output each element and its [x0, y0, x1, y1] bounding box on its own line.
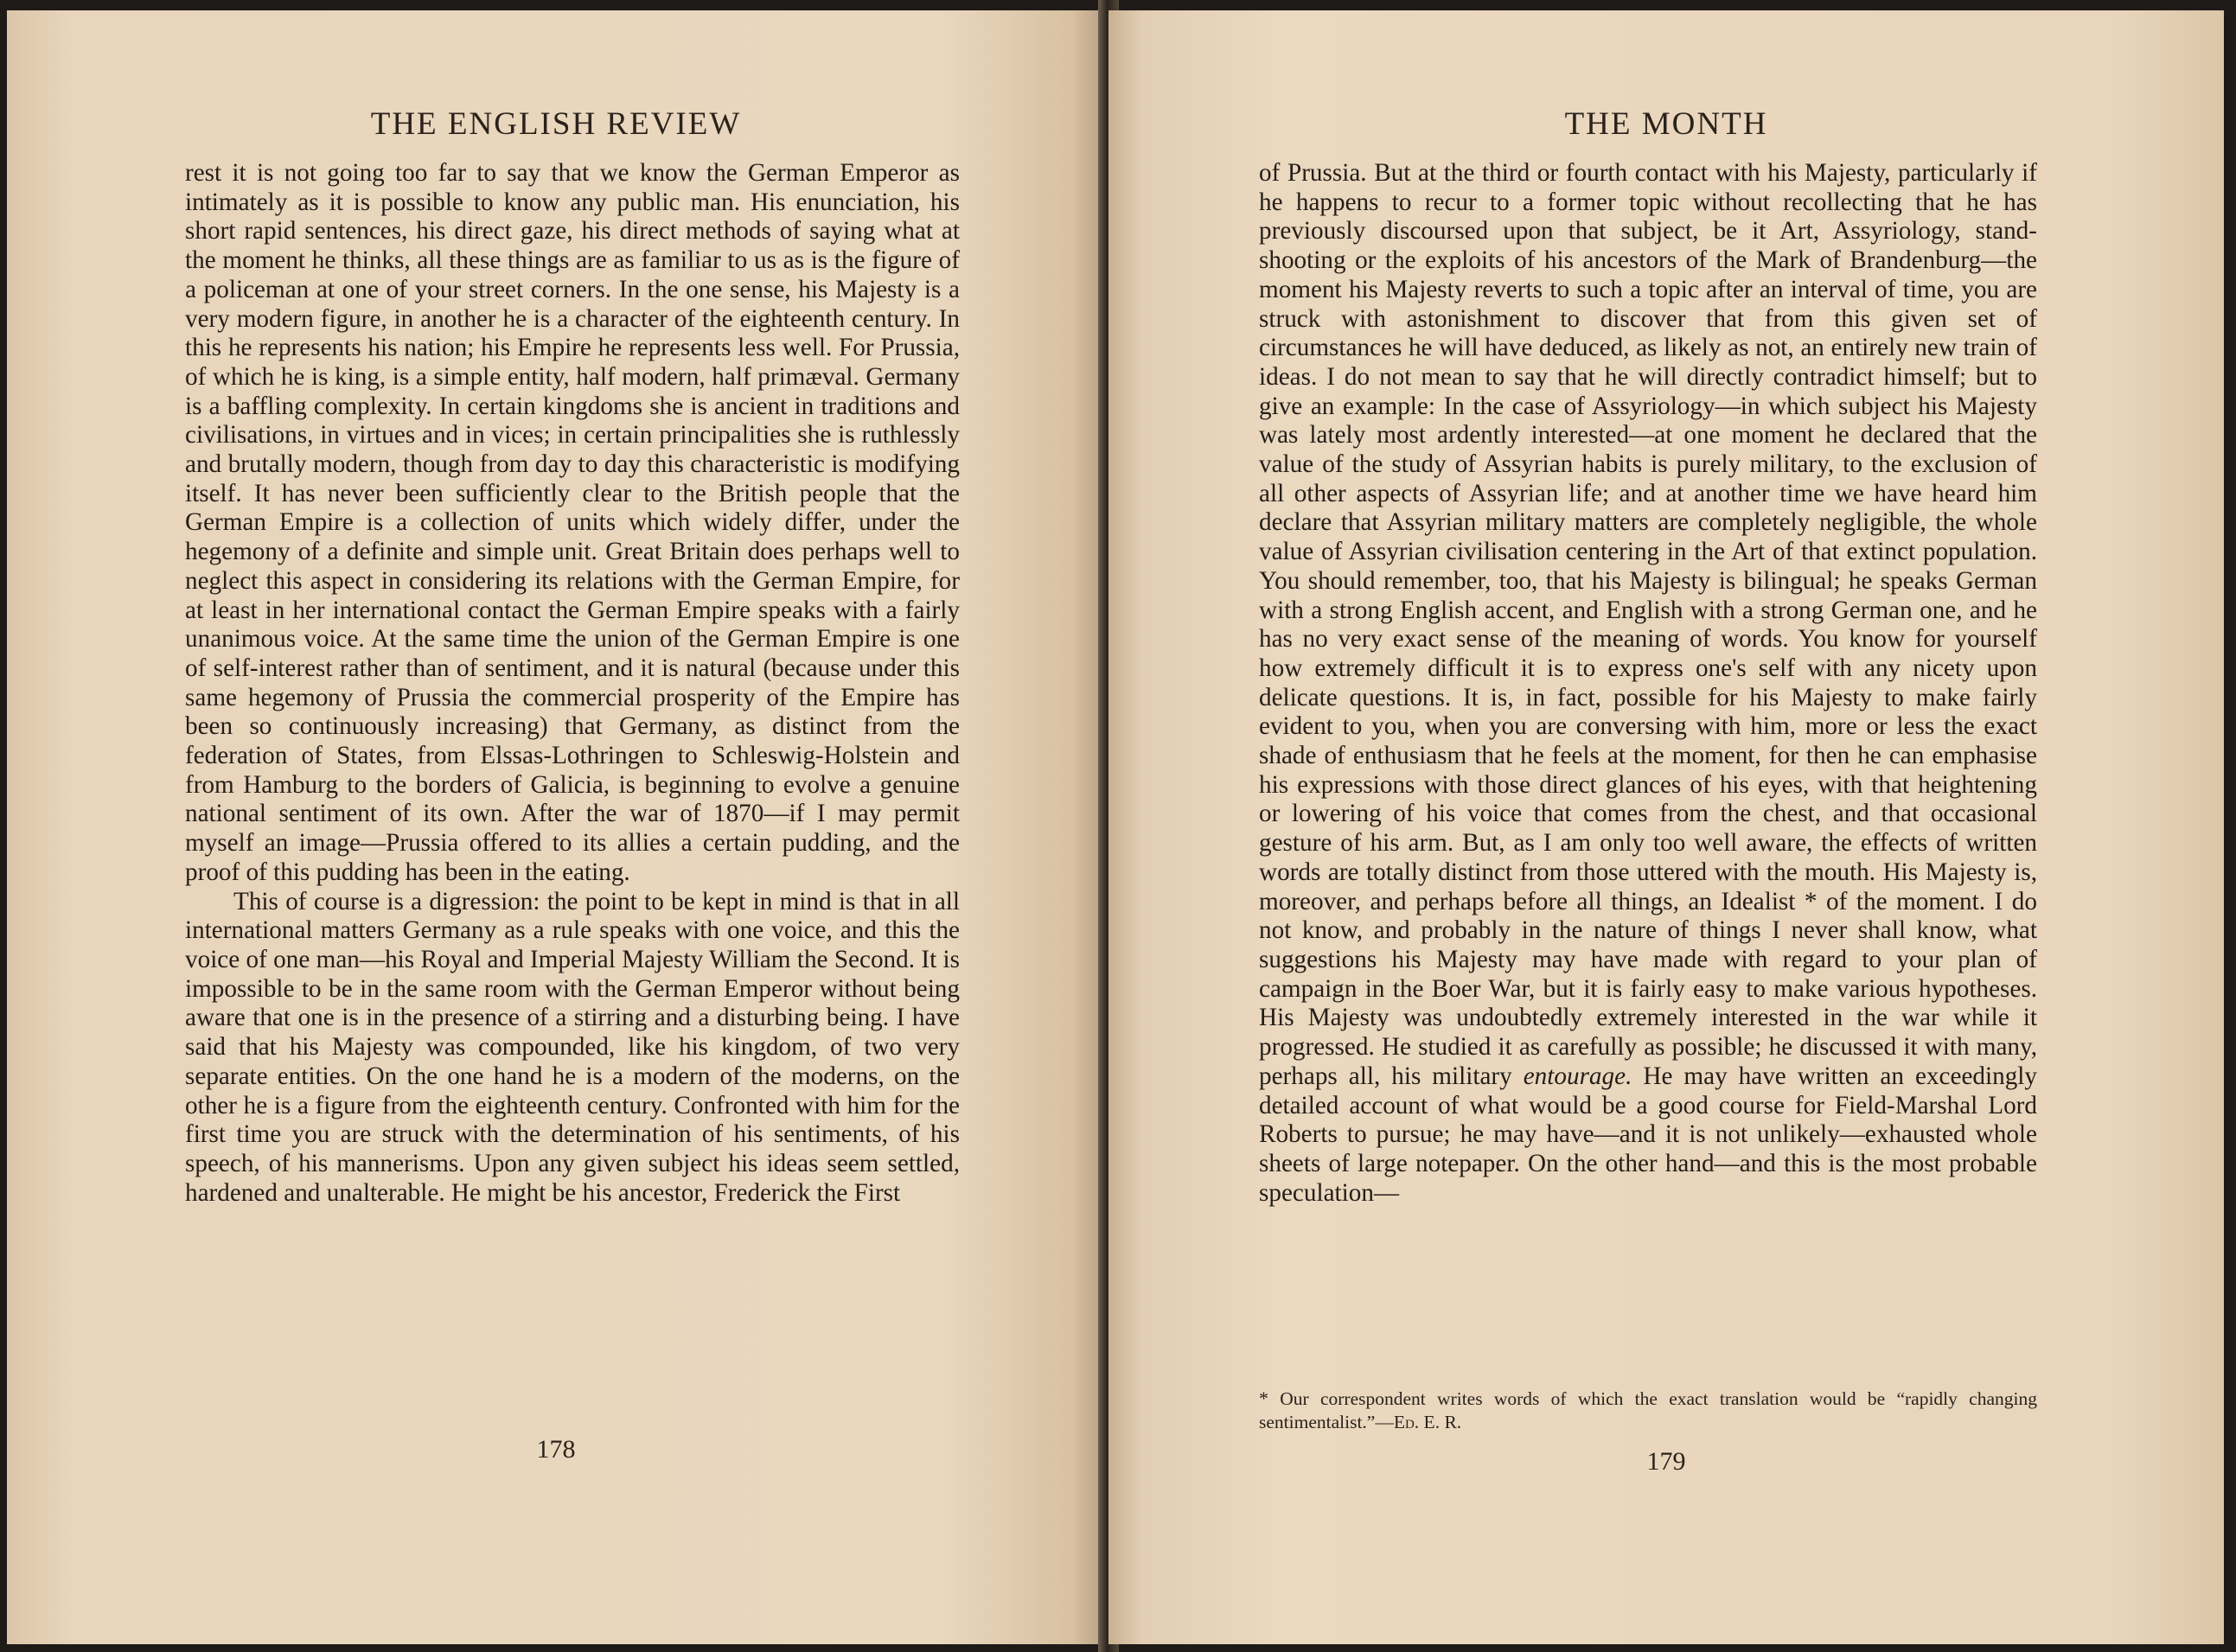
page-number: 179	[1646, 1447, 1686, 1476]
paragraph	[1259, 159, 2037, 1208]
italic-word: entourage.	[1523, 1062, 1632, 1090]
paragraph: This of course is a digression: the point to be kept in mind is that in all international matters Germany as a rule speaks with one voice, and this the voice of one man—his Royal and Imperial Majesty William the Second. It is impossible to be in the same room with the German Emperor without being aware that one is in the presence of a stirring and a disturbing being. I have said that his Majesty was compounded, like his kingdom, of two very separate entities. On the one hand he is a modern of the moderns, on the other he is a figure from the eighteenth century. Confronted with him for the first time you are struck with the determination of his sentiments, of his speech, of his mannerisms. Upon any given subject his ideas seem settled, hardened and unalterable. He might be his ancestor, Frederick the First	[185, 887, 960, 1207]
footnote-text: Our correspondent writes words of which the exact translation would be “rapidly changing sentimentalist.”—	[1259, 1388, 2037, 1432]
footnote	[1259, 1387, 2037, 1434]
running-head: THE MONTH	[1564, 106, 1768, 142]
footnote-attribution: Ed. E. R.	[1393, 1412, 1462, 1432]
footnote-marker: *	[1259, 1387, 1268, 1409]
body-text	[1259, 159, 2037, 1208]
left-page	[7, 10, 1105, 1644]
paragraph-text: He may have written an exceedingly detailed account of what would be a good course for Field-Marshal Lord Roberts to pursue; he may have—and it is not unlikely—exhausted whole sheets of large notepaper. On the other hand—and this is the most probable speculation—	[1259, 1062, 2037, 1207]
paragraph: rest it is not going too far to say that we know the German Emperor as intimately as it is possible to know any public man. His enunciation, his short rapid sentences, his direct gaze, his direct methods of saying what at the moment he thinks, all these things are as familiar to us as is the figure of a policeman at one of your street corners. In the one sense, his Majesty is a very modern figure, in another he is a character of the eighteenth century. In this he represents his nation; his Empire he represents less well. For Prussia, of which he is king, is a simple entity, half modern, half primæval. Germany is a baffling complexity. In certain kingdoms she is ancient in traditions and civilisations, in virtues and in vices; in certain principalities she is ruthlessly and brutally modern, though from day to day this characteristic is modifying itself. It has never been sufficiently clear to the British people that the German Empire is a collection of units which widely differ, under the hegemony of a definite and simple unit. Great Britain does perhaps well to neglect this aspect in considering its relations with the German Empire, for at least in her international contact the German Empire speaks with a fairly unanimous voice. At the same time the union of the German Empire is one of self-interest rather than of sentiment, and it is natural (because under this same hegemony of Prussia the commercial prosperity of the Empire has been so continuously increasing) that Germany, as distinct from the federation of States, from Elssas-Lothringen to Schleswig-Holstein and from Hamburg to the borders of Galicia, is beginning to evolve a genuine national sentiment of its own. After the war of 1870—if I may permit myself an image—Prussia offered to its allies a certain pudding, and the proof of this pudding has been in the eating.	[185, 159, 960, 886]
running-head: THE ENGLISH REVIEW	[370, 106, 742, 142]
body-text	[185, 159, 960, 1208]
paragraph-text: of Prussia. But at the third or fourth contact with his Majesty, particularly if he happens to recur to a former topic without recollecting that he has previously discoursed upon that subject, be it Art, Assyriology, stand-shooting or the exploits of his ancestors of the Mark of Brandenburg—the moment his Majesty reverts to such a topic after an interval of time, you are struck with astonishment to discover that from this given set of circumstances he will have deduced, as likely as not, an entirely new train of ideas. I do not mean to say that he will directly contradict himself; but to give an example: In the case of Assyriology—in which subject his Majesty was lately most ardently interested—at one moment he declared that the value of the study of Assyrian habits is purely military, to the exclusion of all other aspects of Assyrian life; and at another time we have heard him declare that Assyrian military matters are completely negligible, the whole value of Assyrian civilisation centering in the Art of that extinct population. You should remember, too, that his Majesty is bilingual; he speaks German with a strong English accent, and English with a strong German one, and he has no very exact sense of the meaning of words. You know for yourself how extremely difficult it is to express one's self with any nicety upon delicate questions. It is, in fact, possible for his Majesty to make fairly evident to you, when you are conversing with him, more or less the exact shade of enthusiasm that he feels at the moment, for then he can emphasise his expressions with those direct glances of his eyes, with that heightening or lowering of his voice that comes from the chest, and that occasional gesture of his arm. But, as I am only too well aware, the effects of written words are totally distinct from those uttered with the mouth. His Majesty is, moreover, and perhaps before all things, an Idealist * of the moment. I do not know, and probably in the nature of things I never shall know, what suggestions his Majesty may have made with regard to your plan of campaign in the Boer War, but it is fairly easy to make various hypotheses. His Majesty was undoubtedly extremely interested in the war while it progressed. He studied it as carefully as possible; he discussed it with many, perhaps all, his military	[1259, 159, 2037, 1090]
page-number: 178	[536, 1435, 576, 1464]
right-page	[1108, 10, 2224, 1644]
